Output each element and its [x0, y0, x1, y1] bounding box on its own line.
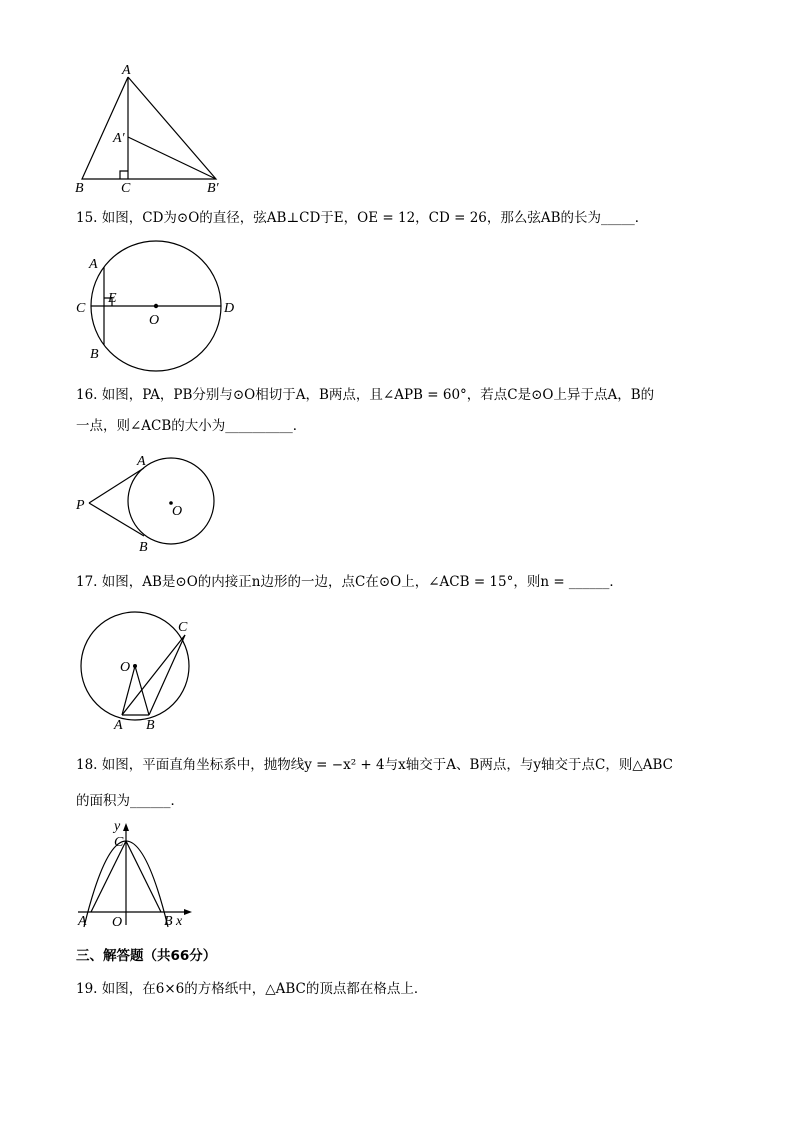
label-a: A — [122, 63, 131, 78]
tangent-figure-16 — [70, 448, 230, 558]
center-dot — [154, 304, 158, 308]
label-b: B — [139, 540, 148, 555]
label-a: A — [78, 914, 87, 929]
question-18-line1: 18. 如图，平面直角坐标系中，抛物线y = −x² + 4与x轴交于A、B两点，与y轴交于点C，则△ABC — [76, 757, 673, 773]
inscribed-figure-17 — [70, 612, 230, 737]
label-b-prime: B′ — [207, 181, 219, 196]
segment-a-prime-b-prime — [128, 137, 216, 179]
question-16-line2: 一点，则∠ACB的大小为__________． — [76, 418, 307, 434]
parabola-figure-18 — [70, 815, 210, 930]
right-angle-mark — [120, 171, 128, 179]
label-a-prime: A′ — [113, 131, 125, 146]
label-e: E — [108, 291, 117, 306]
label-b: B — [146, 718, 155, 733]
circle-o — [128, 458, 214, 544]
segment-bc — [126, 841, 161, 912]
triangle-outline — [82, 77, 216, 179]
tangent-pa — [89, 468, 144, 503]
label-d: D — [224, 301, 235, 316]
label-b: B — [164, 914, 173, 929]
label-o: O — [120, 660, 131, 675]
question-17-text: 17. 如图，AB是⊙O的内接正n边形的一边，点C在⊙O上，∠ACB = 15°，则n = ______． — [76, 574, 623, 590]
segment-ac — [91, 841, 126, 912]
question-15-text: 15. 如图，CD为⊙O的直径，弦AB⊥CD于E，OE = 12，CD = 26，那么弦AB的长为_____． — [76, 210, 649, 226]
y-axis-arrow — [123, 823, 129, 831]
chord-bc — [149, 635, 185, 715]
label-a: A — [89, 257, 98, 272]
circle-figure-15 — [70, 240, 250, 370]
section-heading: 三、解答题（共66分） — [76, 948, 217, 964]
center-dot — [133, 664, 137, 668]
label-p: P — [76, 498, 85, 513]
question-16-line1: 16. 如图，PA，PB分别与⊙O相切于A，B两点，且∠APB = 60°，若点C是⊙O上异于点A，B的 — [76, 387, 655, 403]
label-o: O — [149, 313, 160, 328]
x-axis-arrow — [184, 909, 192, 915]
label-c: C — [178, 620, 188, 635]
tangent-pb — [89, 503, 144, 536]
label-a: A — [137, 454, 146, 469]
label-c: C — [114, 835, 124, 850]
label-a: A — [114, 718, 123, 733]
label-o: O — [112, 915, 123, 930]
triangle-figure-14 — [70, 60, 240, 200]
label-c: C — [121, 181, 131, 196]
label-c: C — [76, 301, 86, 316]
question-18-line2: 的面积为______． — [76, 793, 184, 809]
label-x: x — [176, 914, 183, 929]
chord-ac — [122, 635, 185, 715]
label-o: O — [172, 504, 183, 519]
label-b: B — [90, 347, 99, 362]
label-b: B — [75, 181, 84, 196]
label-y: y — [114, 819, 121, 834]
question-19-text: 19. 如图，在6×6的方格纸中，△ABC的顶点都在格点上． — [76, 981, 428, 997]
